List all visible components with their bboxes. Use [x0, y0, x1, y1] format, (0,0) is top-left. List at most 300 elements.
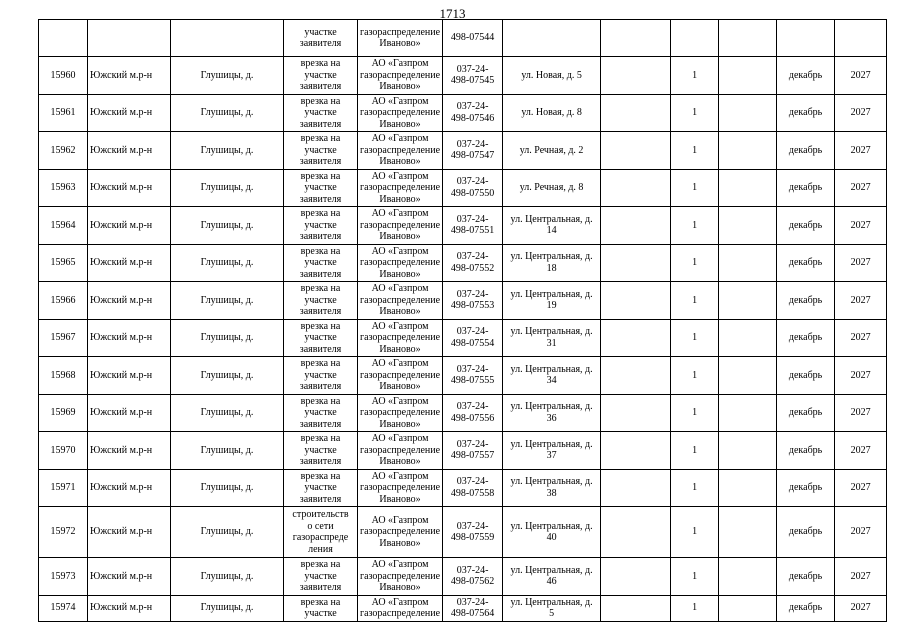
- work-type-cell: [284, 244, 358, 282]
- work-type-cell-line: участке: [304, 482, 337, 493]
- quantity-cell: 1: [671, 507, 719, 558]
- row-number-cell: 15974: [39, 595, 88, 621]
- work-type-cell: [284, 507, 358, 558]
- empty-cell: [719, 244, 777, 282]
- settlement-cell: Глушицы, д.: [171, 207, 284, 245]
- year-cell: 2027: [835, 57, 887, 95]
- empty-cell: [503, 20, 601, 57]
- work-type-cell: [284, 558, 358, 596]
- work-type-cell-line: заявителя: [299, 381, 342, 392]
- owner-cell-line: газораспределение: [360, 26, 441, 38]
- year-cell: 2027: [835, 132, 887, 170]
- owner-cell-line: АО «Газпром: [371, 283, 429, 294]
- empty-cell: [719, 469, 777, 507]
- address-cell: [503, 132, 601, 170]
- settlement-cell: [171, 20, 284, 57]
- district-cell: Южский м.р-н: [88, 432, 171, 470]
- empty-cell: [719, 394, 777, 432]
- address-cell: [503, 469, 601, 507]
- table-row: [39, 132, 887, 170]
- row-number-cell: 15965: [39, 244, 88, 282]
- work-type-cell-line: врезка на: [300, 208, 341, 219]
- settlement-cell: Глушицы, д.: [171, 244, 284, 282]
- owner-cell: [358, 132, 443, 170]
- work-type-cell-line: участке: [304, 294, 337, 306]
- owner-cell: [358, 394, 443, 432]
- owner-cell-line: газораспределение: [360, 570, 441, 582]
- settlement-cell: Глушицы, д.: [171, 432, 284, 470]
- owner-cell: [358, 169, 443, 207]
- owner-cell-line: АО «Газпром: [371, 358, 429, 369]
- owner-cell-line: Иваново»: [379, 38, 421, 49]
- work-type-cell-line: врезка на: [300, 559, 341, 570]
- work-type-cell-line: заявителя: [299, 418, 342, 430]
- owner-cell-line: АО «Газпром: [371, 170, 429, 182]
- work-type-cell: [284, 357, 358, 395]
- cadastral-number-cell-line: 037-24-: [456, 520, 489, 532]
- work-type-cell: [284, 20, 358, 57]
- year-cell: 2027: [835, 207, 887, 245]
- address-cell-line: 38: [546, 487, 557, 499]
- owner-cell-line: газораспределение: [360, 182, 441, 193]
- empty-cell: [601, 20, 671, 57]
- table-row: [39, 94, 887, 132]
- owner-cell-line: газораспределение: [360, 257, 441, 268]
- year-cell: 2027: [835, 432, 887, 470]
- work-type-cell-line: заявителя: [299, 456, 342, 467]
- empty-cell: [719, 595, 777, 621]
- row-number-cell: 15966: [39, 282, 88, 320]
- year-cell: 2027: [835, 595, 887, 621]
- district-cell: Южский м.р-н: [88, 169, 171, 207]
- cadastral-number-cell-line: 037-24-: [456, 251, 489, 263]
- empty-cell: [719, 57, 777, 95]
- owner-cell-line: Иваново»: [379, 156, 421, 167]
- owner-cell-line: АО «Газпром: [371, 245, 429, 257]
- month-cell: декабрь: [777, 282, 835, 320]
- owner-cell: [358, 20, 443, 57]
- owner-cell-line: газораспределение: [360, 444, 441, 456]
- address-cell-line: 18: [546, 262, 557, 274]
- cadastral-number-cell-line: 037-24-: [456, 176, 489, 188]
- table-row: [39, 244, 887, 282]
- owner-cell-line: АО «Газпром: [371, 133, 429, 144]
- owner-cell-line: газораспределение: [360, 369, 441, 381]
- owner-cell-line: Иваново»: [379, 193, 421, 205]
- work-type-cell-line: врезка на: [300, 133, 341, 144]
- cadastral-number-cell-line: 498-07553: [450, 300, 495, 312]
- settlement-cell: Глушицы, д.: [171, 595, 284, 621]
- month-cell: декабрь: [777, 595, 835, 621]
- empty-cell: [601, 469, 671, 507]
- work-type-cell-line: заявителя: [299, 268, 342, 280]
- table-row: [39, 432, 887, 470]
- empty-cell: [601, 558, 671, 596]
- owner-cell-line: газораспределение: [360, 69, 441, 81]
- year-cell: 2027: [835, 507, 887, 558]
- owner-cell-line: Иваново»: [379, 582, 421, 593]
- cadastral-number-cell-line: 498-07550: [450, 187, 495, 199]
- month-cell: декабрь: [777, 207, 835, 245]
- owner-cell: [358, 94, 443, 132]
- row-number-cell: 15973: [39, 558, 88, 596]
- work-type-cell-line: врезка на: [300, 245, 341, 257]
- work-type-cell-line: участке: [304, 332, 337, 343]
- work-type-cell-line: участке: [304, 182, 337, 193]
- quantity-cell: 1: [671, 207, 719, 245]
- quantity-cell: 1: [671, 282, 719, 320]
- owner-cell-line: газораспределение: [360, 526, 441, 538]
- owner-cell-line: АО «Газпром: [371, 395, 429, 407]
- owner-cell-line: АО «Газпром: [371, 95, 429, 107]
- cadastral-number-cell: [443, 432, 503, 470]
- year-cell: 2027: [835, 394, 887, 432]
- cadastral-number-cell-line: 037-24-: [456, 596, 489, 608]
- address-cell-line: ул. Новая, д. 8: [521, 107, 582, 118]
- work-type-cell-line: заявителя: [299, 493, 342, 505]
- cadastral-number-cell: [443, 595, 503, 621]
- work-type-cell-line: заявителя: [299, 38, 342, 49]
- year-cell: 2027: [835, 94, 887, 132]
- cadastral-number-cell-line: 498-07557: [450, 450, 495, 462]
- cadastral-number-cell: [443, 169, 503, 207]
- work-type-cell-line: участке: [304, 257, 337, 268]
- month-cell: декабрь: [777, 357, 835, 395]
- address-cell: [503, 432, 601, 470]
- owner-cell-line: газораспределение: [360, 107, 441, 118]
- page-number: 1713: [439, 6, 466, 21]
- work-type-cell-line: участке: [304, 570, 337, 582]
- address-cell: [503, 244, 601, 282]
- owner-cell: [358, 357, 443, 395]
- empty-cell: [601, 394, 671, 432]
- empty-cell: [719, 132, 777, 170]
- owner-cell-line: Иваново»: [379, 268, 421, 280]
- cadastral-number-cell-line: 498-07555: [450, 375, 495, 387]
- owner-cell-line: Иваново»: [379, 537, 421, 549]
- owner-cell-line: газораспределение: [360, 407, 441, 418]
- owner-cell: [358, 469, 443, 507]
- address-cell: [503, 169, 601, 207]
- owner-cell-line: газораспределение: [360, 219, 441, 231]
- work-type-cell: [284, 57, 358, 95]
- owner-cell-line: Иваново»: [379, 418, 421, 430]
- owner-cell-line: газораспределение: [360, 332, 441, 343]
- settlement-cell: Глушицы, д.: [171, 357, 284, 395]
- address-cell-line: 36: [546, 412, 557, 424]
- district-cell: Южский м.р-н: [88, 132, 171, 170]
- district-cell: Южский м.р-н: [88, 469, 171, 507]
- address-cell: [503, 357, 601, 395]
- quantity-cell: 1: [671, 558, 719, 596]
- address-cell: [503, 207, 601, 245]
- work-type-cell-line: о сети: [307, 520, 334, 532]
- cadastral-number-cell-line: 498-07552: [450, 262, 495, 274]
- work-type-cell-line: заявителя: [299, 193, 342, 205]
- year-cell: 2027: [835, 558, 887, 596]
- settlement-cell: Глушицы, д.: [171, 507, 284, 558]
- address-cell-line: ул. Центральная, д.: [510, 564, 593, 576]
- quantity-cell: 1: [671, 132, 719, 170]
- settlement-cell: Глушицы, д.: [171, 469, 284, 507]
- owner-cell-line: АО «Газпром: [371, 58, 429, 69]
- settlement-cell: Глушицы, д.: [171, 558, 284, 596]
- district-cell: Южский м.р-н: [88, 394, 171, 432]
- work-type-cell-line: заявителя: [299, 582, 342, 593]
- table-row: [39, 357, 887, 395]
- district-cell: Южский м.р-н: [88, 558, 171, 596]
- work-type-cell-line: врезка на: [300, 596, 341, 608]
- cadastral-number-cell-line: 498-07558: [450, 487, 495, 499]
- year-cell: 2027: [835, 357, 887, 395]
- quantity-cell: 1: [671, 469, 719, 507]
- settlement-cell: Глушицы, д.: [171, 319, 284, 357]
- address-cell-line: ул. Центральная, д.: [510, 401, 593, 413]
- table-row: [39, 595, 887, 621]
- address-cell-line: ул. Центральная, д.: [510, 251, 593, 263]
- cadastral-number-cell-line: 037-24-: [456, 401, 489, 413]
- year-cell: 2027: [835, 169, 887, 207]
- cadastral-number-cell-line: 037-24-: [456, 564, 489, 576]
- address-cell-line: ул. Центральная, д.: [510, 213, 593, 225]
- owner-cell-line: Иваново»: [379, 81, 421, 92]
- month-cell: декабрь: [777, 94, 835, 132]
- year-cell: 2027: [835, 282, 887, 320]
- cadastral-number-cell-line: 498-07562: [450, 576, 495, 588]
- cadastral-number-cell-line: 498-07544: [450, 32, 495, 44]
- work-schedule-table: [38, 19, 887, 622]
- row-number-cell: 15971: [39, 469, 88, 507]
- owner-cell: [358, 319, 443, 357]
- district-cell: Южский м.р-н: [88, 595, 171, 621]
- settlement-cell: Глушицы, д.: [171, 94, 284, 132]
- table-row: [39, 394, 887, 432]
- owner-cell-line: Иваново»: [379, 118, 421, 130]
- work-type-cell-line: заявителя: [299, 156, 342, 167]
- work-type-cell-line: участке: [304, 107, 337, 118]
- settlement-cell: Глушицы, д.: [171, 394, 284, 432]
- cadastral-number-cell-line: 498-07564: [450, 608, 495, 619]
- cadastral-number-cell: [443, 282, 503, 320]
- address-cell-line: 19: [546, 300, 557, 312]
- owner-cell-line: АО «Газпром: [371, 320, 429, 332]
- settlement-cell: Глушицы, д.: [171, 169, 284, 207]
- empty-cell: [601, 169, 671, 207]
- cadastral-number-cell: [443, 469, 503, 507]
- address-cell-line: 46: [546, 576, 557, 588]
- row-number-cell: [39, 20, 88, 57]
- work-type-cell-line: участке: [304, 369, 337, 381]
- empty-cell: [719, 558, 777, 596]
- work-type-cell: [284, 469, 358, 507]
- cadastral-number-cell-line: 037-24-: [456, 213, 489, 225]
- row-number-cell: 15970: [39, 432, 88, 470]
- empty-cell: [601, 507, 671, 558]
- month-cell: декабрь: [777, 132, 835, 170]
- table-row: [39, 558, 887, 596]
- quantity-cell: 1: [671, 595, 719, 621]
- address-cell: [503, 94, 601, 132]
- table-row: [39, 57, 887, 95]
- address-cell-line: ул. Центральная, д.: [510, 326, 593, 338]
- address-cell: [503, 394, 601, 432]
- row-number-cell: 15962: [39, 132, 88, 170]
- owner-cell: [358, 595, 443, 621]
- owner-cell: [358, 244, 443, 282]
- address-cell: [503, 558, 601, 596]
- table-row: [39, 319, 887, 357]
- empty-cell: [601, 319, 671, 357]
- district-cell: Южский м.р-н: [88, 319, 171, 357]
- cadastral-number-cell: [443, 132, 503, 170]
- address-cell-line: ул. Центральная, д.: [510, 438, 593, 450]
- work-type-cell-line: врезка на: [300, 395, 341, 407]
- empty-cell: [719, 20, 777, 57]
- empty-cell: [671, 20, 719, 57]
- owner-cell: [358, 57, 443, 95]
- quantity-cell: 1: [671, 319, 719, 357]
- district-cell: Южский м.р-н: [88, 507, 171, 558]
- row-number-cell: 15964: [39, 207, 88, 245]
- owner-cell-line: газораспределение: [360, 144, 441, 156]
- owner-cell: [358, 282, 443, 320]
- cadastral-number-cell: [443, 558, 503, 596]
- work-type-cell-line: врезка на: [300, 170, 341, 182]
- table-row: [39, 469, 887, 507]
- owner-cell: [358, 207, 443, 245]
- month-cell: декабрь: [777, 169, 835, 207]
- owner-cell-line: Иваново»: [379, 381, 421, 392]
- quantity-cell: 1: [671, 357, 719, 395]
- row-number-cell: 15963: [39, 169, 88, 207]
- empty-cell: [601, 57, 671, 95]
- district-cell: Южский м.р-н: [88, 244, 171, 282]
- cadastral-number-cell-line: 498-07556: [450, 412, 495, 424]
- empty-cell: [601, 357, 671, 395]
- cadastral-number-cell-line: 037-24-: [456, 363, 489, 375]
- district-cell: Южский м.р-н: [88, 57, 171, 95]
- empty-cell: [719, 507, 777, 558]
- month-cell: декабрь: [777, 319, 835, 357]
- month-cell: декабрь: [777, 507, 835, 558]
- district-cell: [88, 20, 171, 57]
- quantity-cell: 1: [671, 244, 719, 282]
- quantity-cell: 1: [671, 432, 719, 470]
- work-type-cell-line: врезка на: [300, 320, 341, 332]
- address-cell-line: 31: [546, 337, 557, 349]
- empty-cell: [601, 595, 671, 621]
- empty-cell: [601, 244, 671, 282]
- empty-cell: [601, 432, 671, 470]
- owner-cell-line: Иваново»: [379, 306, 421, 317]
- owner-cell-line: газораспределение: [360, 482, 441, 493]
- address-cell-line: 34: [546, 375, 557, 387]
- cadastral-number-cell-line: 498-07545: [450, 75, 495, 87]
- work-type-cell-line: участке: [304, 26, 337, 38]
- cadastral-number-cell: [443, 394, 503, 432]
- work-type-cell: [284, 207, 358, 245]
- cadastral-number-cell: [443, 357, 503, 395]
- work-type-cell-line: врезка на: [300, 283, 341, 294]
- work-type-cell-line: газораспреде: [292, 532, 349, 543]
- month-cell: декабрь: [777, 432, 835, 470]
- work-type-cell-line: участке: [304, 69, 337, 81]
- cadastral-number-cell: [443, 20, 503, 57]
- district-cell: Южский м.р-н: [88, 207, 171, 245]
- owner-cell-line: АО «Газпром: [371, 514, 429, 526]
- cadastral-number-cell: [443, 57, 503, 95]
- work-type-cell-line: врезка на: [300, 358, 341, 369]
- owner-cell-line: АО «Газпром: [371, 596, 429, 608]
- empty-cell: [719, 169, 777, 207]
- year-cell: 2027: [835, 319, 887, 357]
- district-cell: Южский м.р-н: [88, 94, 171, 132]
- district-cell: Южский м.р-н: [88, 282, 171, 320]
- quantity-cell: 1: [671, 394, 719, 432]
- owner-cell: [358, 507, 443, 558]
- empty-cell: [601, 207, 671, 245]
- work-type-cell-line: заявителя: [299, 343, 342, 355]
- address-cell: [503, 595, 601, 621]
- row-number-cell: 15972: [39, 507, 88, 558]
- quantity-cell: 1: [671, 57, 719, 95]
- cadastral-number-cell-line: 037-24-: [456, 63, 489, 75]
- work-type-cell-line: участке: [304, 144, 337, 156]
- quantity-cell: 1: [671, 169, 719, 207]
- empty-cell: [719, 319, 777, 357]
- address-cell-line: 5: [549, 608, 555, 619]
- work-type-cell: [284, 432, 358, 470]
- address-cell-line: ул. Речная, д. 2: [519, 144, 584, 156]
- cadastral-number-cell-line: 498-07546: [450, 112, 495, 124]
- owner-cell: [358, 558, 443, 596]
- empty-cell: [719, 94, 777, 132]
- owner-cell-line: газораспределение: [360, 608, 441, 619]
- cadastral-number-cell-line: 037-24-: [456, 438, 489, 450]
- work-type-cell-line: ления: [308, 543, 333, 555]
- work-type-cell-line: врезка на: [300, 95, 341, 107]
- empty-cell: [835, 20, 887, 57]
- quantity-cell: 1: [671, 94, 719, 132]
- owner-cell-line: Иваново»: [379, 456, 421, 467]
- owner-cell-line: Иваново»: [379, 493, 421, 505]
- owner-cell-line: Иваново»: [379, 343, 421, 355]
- cadastral-number-cell-line: 037-24-: [456, 476, 489, 488]
- settlement-cell: Глушицы, д.: [171, 132, 284, 170]
- year-cell: 2027: [835, 469, 887, 507]
- month-cell: декабрь: [777, 469, 835, 507]
- work-type-cell-line: заявителя: [299, 81, 342, 92]
- row-number-cell: 15969: [39, 394, 88, 432]
- month-cell: декабрь: [777, 558, 835, 596]
- address-cell-line: 14: [546, 225, 557, 237]
- address-cell-line: 37: [546, 450, 557, 462]
- empty-cell: [719, 357, 777, 395]
- row-number-cell: 15967: [39, 319, 88, 357]
- empty-cell: [719, 432, 777, 470]
- address-cell-line: ул. Новая, д. 5: [521, 69, 582, 81]
- cadastral-number-cell-line: 037-24-: [456, 326, 489, 338]
- work-type-cell-line: заявителя: [299, 306, 342, 317]
- address-cell-line: ул. Центральная, д.: [510, 476, 593, 488]
- table-row: [39, 207, 887, 245]
- cadastral-number-cell: [443, 319, 503, 357]
- table-row: [39, 20, 887, 57]
- work-type-cell-line: заявителя: [299, 231, 342, 242]
- work-type-cell-line: участке: [304, 219, 337, 231]
- work-type-cell-line: врезка на: [300, 433, 341, 444]
- address-cell-line: 40: [546, 532, 557, 543]
